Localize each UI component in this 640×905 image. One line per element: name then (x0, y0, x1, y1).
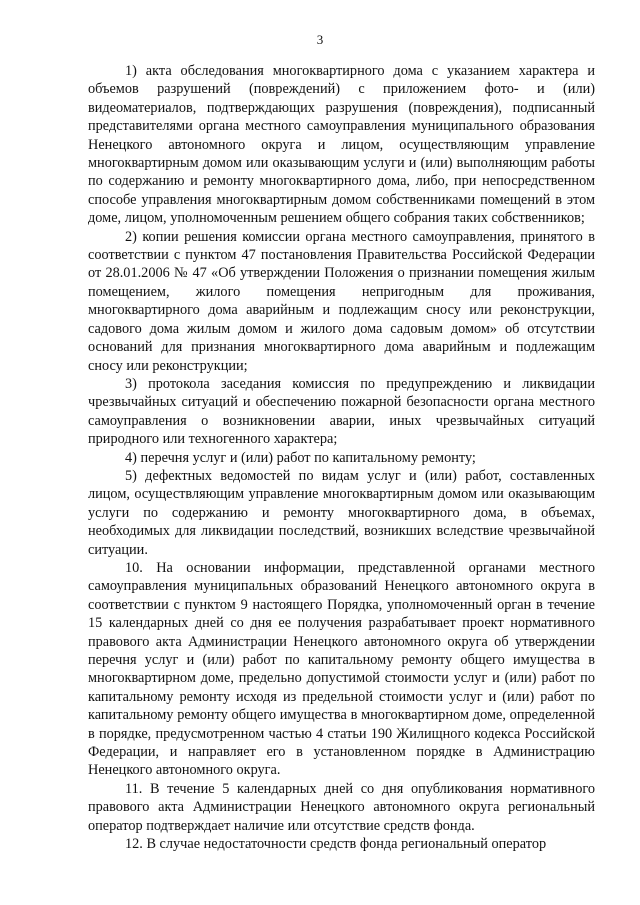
page-number: 3 (316, 32, 324, 47)
paragraph-11: 11. В течение 5 календарных дней со дня опубликования нормативного правового акта Администрации Ненецкого автономного округа региональный оператор подтверждает наличие или отсутствие средств фонда. (88, 780, 595, 834)
document-body (88, 62, 595, 853)
paragraph-12: 12. В случае недостаточности средств фонда региональный оператор (125, 836, 547, 853)
paragraph-item-4: 4) перечня услуг и (или) работ по капитальному ремонту; (125, 449, 476, 466)
paragraph-10: 10. На основании информации, представленной органами местного самоуправления муниципальных образований Ненецкого автономного округа в соответствии с пунктом 9 настоящего Порядка, уполномоченный орган в течение 15 календарных дней со дня ее получения разрабатывает проект нормативного правового акта Администрации Ненецкого автономного округа об утверждении перечня услуг и (или) работ по капитальному ремонту общего имущества в многоквартирном доме, предельно допустимой стоимости услуг и (или) работ по капитальному ремонту исходя из предельной стоимости услуг и (или) работ по капитальному ремонту общего имущества в многоквартирном доме, определенной в порядке, предусмотренном частью 4 статьи 190 Жилищного кодекса Российской Федерации, и направляет его в установленном порядке в Администрацию Ненецкого автономного округа. (88, 559, 595, 779)
paragraph-item-2: 2) копии решения комиссии органа местного самоуправления, принятого в соответствии с пунктом 47 постановления Правительства Российской Федерации от 28.01.2006 № 47 «Об утверждении Положения о признании помещения жилым помещением, жилого помещения непригодным для проживания, многоквартирного дома аварийным и подлежащим сносу или реконструкции, садового дома жилым домом и жилого дома садовым домом» об отсутствии оснований для признания многоквартирного дома аварийным и подлежащим сносу или реконструкции; (88, 228, 595, 374)
paragraph-item-3: 3) протокола заседания комиссия по предупреждению и ликвидации чрезвычайных ситуаций и обеспечению пожарной безопасности органа местного самоуправления о возникновении аварии, иных чрезвычайных ситуаций природного или техногенного характера; (88, 375, 595, 448)
paragraph-item-5: 5) дефектных ведомостей по видам услуг и (или) работ, составленных лицом, осуществляющим управление многоквартирным домом или оказывающим услуги по содержанию и ремонту многоквартирного дома, в объемах, необходимых для ликвидации последствий, возникших вследствие чрезвычайной ситуации. (88, 467, 595, 558)
paragraph-item-1: 1) акта обследования многоквартирного дома с указанием характера и объемов разрушений (повреждений) с приложением фото- и (или) видеоматериалов, подтверждающих разрушения (повреждения), подписанный представителями органа местного самоуправления муниципального образования Ненецкого автономного округа и лицом, осуществляющим управление многоквартирным домом или оказывающим услуги и (или) выполняющим работы по содержанию и ремонту многоквартирного дома, либо, при непосредственном способе управления многоквартирным домом собственниками помещений в этом доме, лицом, уполномоченным решением общего собрания таких собственников; (88, 63, 595, 227)
